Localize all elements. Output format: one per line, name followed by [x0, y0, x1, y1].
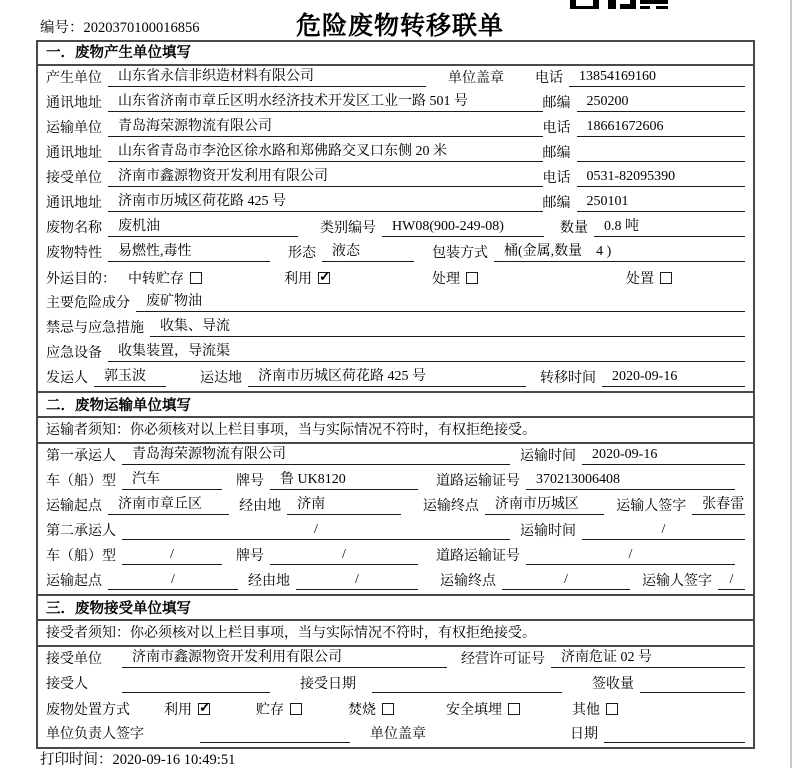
disposal-option-landfill-label: 安全填埋 — [446, 703, 502, 718]
print-time-label: 打印时间： — [40, 752, 113, 768]
accept-unit-label: 接受单位 — [46, 652, 102, 667]
disposal-incinerate-checkbox[interactable] — [382, 703, 394, 715]
waste-quantity-value: 0.8 吨 — [594, 215, 745, 237]
route2-sign-value: / — [718, 572, 745, 590]
vehicle1-type-label: 车（船）型 — [46, 474, 116, 489]
carrier2-value: / — [122, 522, 510, 540]
waste-category-value: HW08(900-249-08) — [382, 219, 544, 237]
carrier2-row — [38, 519, 753, 544]
hazard-row — [38, 291, 753, 316]
carrier1-value: 青岛海荣源物流有限公司 — [122, 443, 510, 465]
carrier2-time-value: / — [582, 522, 745, 540]
disposal-store-checkbox[interactable] — [290, 703, 302, 715]
vehicle2-row — [38, 544, 753, 569]
transporter-zip-label: 邮编 — [542, 146, 571, 161]
disposal-option-other — [572, 699, 618, 719]
page-edge-line — [790, 0, 792, 768]
waste-character-label: 废物特性 — [46, 246, 102, 261]
producer-phone-label: 电话 — [535, 71, 563, 86]
section2-notice: 运输者须知：你必须核对以上栏目事项，当与实际情况不符时，有权拒绝接受。 — [38, 418, 753, 444]
emergency-equipment-value: 收集装置，导流渠 — [108, 340, 745, 362]
vehicle1-plate-label: 牌号 — [236, 474, 264, 489]
producer-address-row — [38, 91, 753, 116]
transporter-label: 运输单位 — [46, 121, 102, 136]
receiver-address-value: 济南市历城区荷花路 425 号 — [108, 190, 543, 212]
doc-number-label: 编号： — [40, 20, 84, 36]
signed-amount-label: 签收量 — [592, 677, 634, 692]
responsible-signature-value — [200, 725, 350, 743]
disposal-other-checkbox[interactable] — [606, 703, 618, 715]
operating-license-value: 济南危证 02 号 — [551, 646, 745, 668]
dispatcher-label: 发运人 — [46, 371, 88, 386]
receiver-label: 接受单位 — [46, 171, 102, 186]
transporter-phone-value: 18661672606 — [577, 119, 745, 137]
purpose-label: 外运目的： — [46, 272, 116, 287]
receiver-address-row — [38, 191, 753, 216]
receiver-phone-label: 电话 — [542, 171, 571, 186]
carrier1-time-label: 运输时间 — [520, 449, 576, 464]
vehicle2-plate-label: 牌号 — [236, 549, 264, 564]
waste-name-label: 废物名称 — [46, 221, 102, 236]
route1-row — [38, 494, 753, 519]
carrier2-label: 第二承运人 — [46, 524, 116, 539]
disposal-label: 废物处置方式 — [46, 703, 130, 718]
accept-unit-row — [38, 647, 753, 672]
producer-phone-value: 13854169160 — [569, 69, 745, 87]
receiver-address-label: 通讯地址 — [46, 196, 102, 211]
disposal-option-store — [256, 699, 302, 719]
packing-value: 桶(金属,数量 4 ) — [494, 240, 745, 262]
disposal-option-incinerate-label: 焚烧 — [348, 703, 376, 718]
purpose-option-use-label: 利用 — [284, 272, 312, 287]
route2-via-value: / — [296, 572, 418, 590]
purpose-option-treat — [432, 268, 478, 288]
qr-code-fragment — [570, 0, 668, 10]
vehicle2-type-label: 车（船）型 — [46, 549, 116, 564]
producer-zip-value: 250200 — [577, 94, 745, 112]
manifest-form — [36, 40, 755, 749]
transporter-address-row — [38, 141, 753, 166]
waste-quantity-label: 数量 — [560, 221, 588, 236]
dispose-checkbox[interactable] — [660, 272, 672, 284]
print-time-value: 2020-09-16 10:49:51 — [112, 752, 236, 768]
vehicle2-plate-value: / — [270, 547, 418, 565]
receiver-phone-value: 0531-82095390 — [577, 169, 745, 187]
hazard-label: 主要危险成分 — [46, 296, 130, 311]
producer-label: 产生单位 — [46, 71, 102, 86]
emergency-equipment-row — [38, 341, 753, 366]
route2-end-value: / — [502, 572, 630, 590]
signed-amount-value — [640, 675, 745, 693]
waste-form-value: 液态 — [322, 240, 414, 262]
disposal-row — [38, 697, 753, 722]
section3-header: 三．废物接受单位填写 — [38, 594, 753, 621]
purpose-option-use — [284, 268, 330, 288]
emergency-equipment-label: 应急设备 — [46, 346, 102, 361]
disposal-use-checkbox[interactable] — [198, 703, 210, 715]
destination-label: 运达地 — [200, 371, 242, 386]
transfer-checkbox[interactable] — [190, 272, 202, 284]
route1-end-value: 济南市历城区 — [485, 493, 604, 515]
route2-end-label: 运输终点 — [440, 574, 496, 589]
route1-sign-label: 运输人签字 — [616, 499, 687, 514]
disposal-option-store-label: 贮存 — [256, 703, 284, 718]
transfer-time-label: 转移时间 — [540, 371, 596, 386]
disposal-option-use — [164, 699, 210, 719]
disposal-landfill-checkbox[interactable] — [508, 703, 520, 715]
accept-date-value — [372, 675, 562, 693]
route1-end-label: 运输终点 — [422, 499, 479, 514]
acceptor-value — [122, 675, 270, 693]
route1-start-label: 运输起点 — [46, 499, 102, 514]
treat-checkbox[interactable] — [466, 272, 478, 284]
route1-via-label: 经由地 — [239, 499, 282, 514]
purpose-option-treat-label: 处理 — [432, 272, 460, 287]
producer-address-label: 通讯地址 — [46, 96, 102, 111]
sign-date-label: 日期 — [570, 727, 598, 742]
producer-value: 山东省永信非织造材料有限公司 — [108, 65, 426, 87]
transporter-zip-value — [577, 144, 745, 162]
dispatch-row — [38, 366, 753, 391]
purpose-option-transfer-label: 中转贮存 — [128, 272, 184, 287]
acceptor-label: 接受人 — [46, 677, 88, 692]
signature-row — [38, 722, 753, 747]
dispatcher-value: 郭玉波 — [94, 365, 166, 387]
vehicle2-license-value: / — [526, 547, 735, 565]
transporter-phone-label: 电话 — [542, 121, 571, 136]
print-time — [40, 748, 235, 769]
route1-via-value: 济南 — [287, 493, 401, 515]
disposal-option-other-label: 其他 — [572, 703, 600, 718]
transfer-time-value: 2020-09-16 — [602, 369, 745, 387]
section3-notice: 接受者须知：你必须核对以上栏目事项，当与实际情况不符时，有权拒绝接受。 — [38, 621, 753, 647]
route2-sign-label: 运输人签字 — [642, 574, 712, 589]
doc-number-value: 2020370100016856 — [83, 20, 200, 36]
sign-date-value — [604, 725, 745, 743]
transporter-value: 青岛海荣源物流有限公司 — [108, 115, 543, 137]
disposal-option-use-label: 利用 — [164, 703, 192, 718]
hazard-value: 废矿物油 — [136, 290, 745, 312]
acceptor-row — [38, 672, 753, 697]
waste-character-row — [38, 241, 753, 266]
purpose-option-transfer — [128, 268, 202, 288]
section1-header: 一．废物产生单位填写 — [38, 42, 753, 66]
vehicle1-type-value: 汽车 — [122, 468, 222, 490]
use-checkbox[interactable] — [318, 272, 330, 284]
emergency-measures-label: 禁忌与应急措施 — [46, 321, 144, 336]
vehicle2-type-value: / — [122, 547, 222, 565]
emergency-measures-value: 收集、导流 — [150, 315, 745, 337]
waste-form-label: 形态 — [288, 246, 316, 261]
operating-license-label: 经营许可证号 — [461, 652, 545, 667]
route2-row — [38, 569, 753, 594]
vehicle2-license-label: 道路运输证号 — [436, 549, 520, 564]
route2-via-label: 经由地 — [248, 574, 290, 589]
transporter-address-label: 通讯地址 — [46, 146, 102, 161]
waste-character-value: 易燃性,毒性 — [108, 240, 270, 262]
route1-start-value: 济南市章丘区 — [108, 493, 229, 515]
destination-value: 济南市历城区荷花路 425 号 — [248, 365, 526, 387]
route1-sign-value: 张春雷 — [692, 493, 745, 515]
disposal-option-incinerate — [348, 699, 394, 719]
vehicle1-license-value: 370213006408 — [526, 472, 735, 490]
transporter-address-value: 山东省青岛市李沧区徐水路和郑佛路交叉口东侧 20 米 — [108, 140, 543, 162]
responsible-signature-label: 单位负责人签字 — [46, 727, 144, 742]
carrier1-row — [38, 444, 753, 469]
vehicle1-row — [38, 469, 753, 494]
accept-unit-value: 济南市鑫源物资开发利用有限公司 — [122, 646, 447, 668]
waste-category-label: 类别编号 — [320, 221, 376, 236]
purpose-row — [38, 266, 753, 291]
disposal-option-landfill — [446, 699, 520, 719]
carrier1-label: 第一承运人 — [46, 449, 116, 464]
page-title: 危险废物转移联单 — [295, 13, 504, 40]
vehicle1-license-label: 道路运输证号 — [436, 474, 520, 489]
waste-name-value: 废机油 — [108, 215, 298, 237]
purpose-option-dispose-label: 处置 — [626, 272, 654, 287]
carrier2-time-label: 运输时间 — [520, 524, 576, 539]
carrier1-time-value: 2020-09-16 — [582, 447, 745, 465]
waste-name-row — [38, 216, 753, 241]
producer-row — [38, 66, 753, 91]
route2-start-label: 运输起点 — [46, 574, 102, 589]
seal-label: 单位盖章 — [448, 71, 504, 86]
purpose-option-dispose — [626, 268, 672, 288]
accept-date-label: 接受日期 — [300, 677, 356, 692]
producer-zip-label: 邮编 — [542, 96, 571, 111]
section2-header: 二．废物运输单位填写 — [38, 391, 753, 418]
receiver-zip-value: 250101 — [577, 194, 745, 212]
emergency-measures-row — [38, 316, 753, 341]
packing-label: 包装方式 — [432, 246, 488, 261]
route2-start-value: / — [108, 572, 238, 590]
receiver-zip-label: 邮编 — [542, 196, 571, 211]
receiver-row — [38, 166, 753, 191]
vehicle1-plate-value: 鲁 UK8120 — [270, 468, 418, 490]
receiver-value: 济南市鑫源物资开发利用有限公司 — [108, 165, 543, 187]
producer-address-value: 山东省济南市章丘区明水经济技术开发区工业一路 501 号 — [108, 90, 543, 112]
transporter-row — [38, 116, 753, 141]
unit-seal-label: 单位盖章 — [370, 727, 426, 742]
